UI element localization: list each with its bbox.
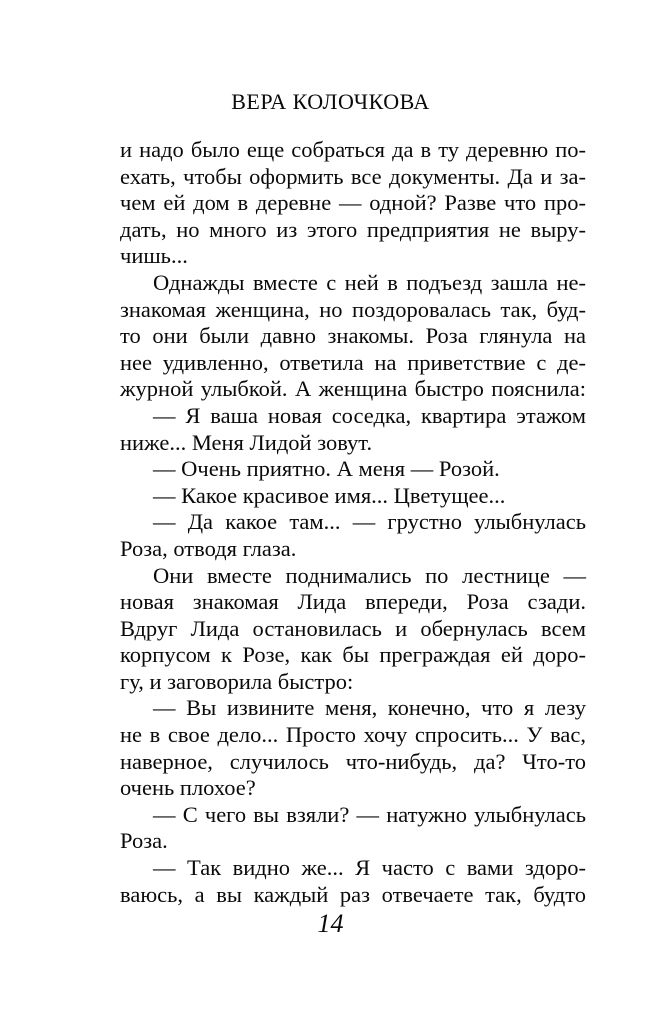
text-line: чишь... xyxy=(120,243,188,269)
body-text xyxy=(120,137,586,908)
text-line: не в свое дело... Просто хочу спросить... У вас, xyxy=(120,722,586,748)
text-line: Они вместе поднимались по лестнице — xyxy=(153,562,586,588)
text-line: гу, и заговорила быстро: xyxy=(120,668,354,694)
text-line: журной улыбкой. А женщина быстро пояснила: xyxy=(120,376,586,402)
text-line: наверное, случилось что-нибудь, да? Что-то xyxy=(120,748,586,774)
running-header: ВЕРА КОЛОЧКОВА xyxy=(231,89,430,114)
text-line: — Какое красивое имя... Цветущее... xyxy=(153,482,506,508)
text-line: ехать, чтобы оформить все документы. Да и за- xyxy=(120,163,586,189)
text-line: — Да какое там... — грустно улыбнулась xyxy=(153,509,586,535)
text-line: знакомая женщина, но поздоровалась так, буд- xyxy=(120,296,586,322)
text-line: чем ей дом в деревне — одной? Разве что про- xyxy=(120,190,586,216)
text-line: — Так видно же... Я часто с вами здоро- xyxy=(153,855,586,881)
page-number: 14 xyxy=(317,909,344,938)
text-line: Однажды вместе с ней в подъезд зашла не- xyxy=(153,269,586,295)
text-line: — С чего вы взяли? — натужно улыбнулась xyxy=(153,801,586,827)
text-line: Роза. xyxy=(120,828,168,854)
text-line: новая знакомая Лида впереди, Роза сзади. xyxy=(120,589,586,615)
text-line: дать, но много из этого предприятия не выру- xyxy=(120,216,586,242)
text-line: очень плохое? xyxy=(120,775,256,801)
text-line: ниже... Меня Лидой зовут. xyxy=(120,429,373,455)
text-line: — Вы извините меня, конечно, что я лезу xyxy=(153,695,586,721)
text-line: и надо было еще собраться да в ту деревню по- xyxy=(120,137,586,162)
text-line: то они были давно знакомы. Роза глянула на xyxy=(120,323,586,349)
text-line: ваюсь, а вы каждый раз отвечаете так, будто xyxy=(120,881,586,907)
text-line: нее удивленно, ответила на приветствие с де- xyxy=(120,349,586,375)
text-line: Роза, отводя глаза. xyxy=(120,535,297,561)
text-line: — Я ваша новая соседка, квартира этажом xyxy=(153,402,586,428)
text-line: корпусом к Розе, как бы преграждая ей доро- xyxy=(120,642,586,668)
text-line: — Очень приятно. А меня — Розой. xyxy=(153,456,500,482)
text-line: Вдруг Лида остановилась и обернулась всем xyxy=(120,615,586,641)
